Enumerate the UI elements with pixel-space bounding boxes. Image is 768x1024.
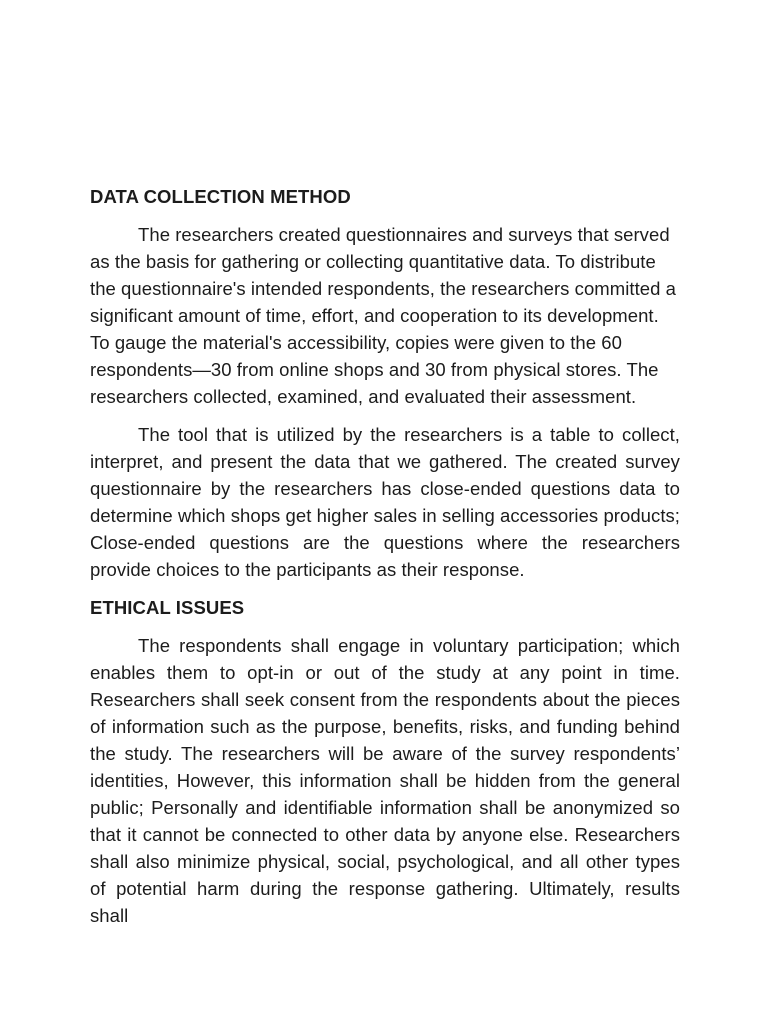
spacer (90, 621, 680, 632)
paragraph-data-collection-1: The researchers created questionnaires and surveys that served as the basis for gathering or collecting quantitative data. To distribute the questionnaire's intended respondents, the researchers committed a significant amount of time, effort, and cooperation to its development. To gauge the material's accessibility, copies were given to the 60 respondents—30 from online shops and 30 from physical stores. The researchers collected, examined, and evaluated their assessment. (90, 224, 676, 407)
heading-data-collection-method: DATA COLLECTION METHOD (90, 186, 351, 207)
document-body (90, 183, 680, 929)
spacer (90, 210, 680, 221)
spacer (90, 583, 680, 594)
heading-ethical-issues: ETHICAL ISSUES (90, 597, 245, 618)
paragraph-data-collection-2: The tool that is utilized by the researchers is a table to collect, interpret, and present the data that we gathered. The created survey questionnaire by the researchers has close-ended questions data to determine which shops get higher sales in selling accessories products; Close-ended questions are the questions where the researchers provide choices to the participants as their response. (90, 424, 680, 580)
spacer (90, 410, 680, 421)
paragraph-ethical-issues-1: The respondents shall engage in voluntary participation; which enables them to opt-in or out of the study at any point in time. Researchers shall seek consent from the respondents about the pieces of information such as the purpose, benefits, risks, and funding behind the study. The researchers will be aware of the survey respondents’ identities, However, this information shall be hidden from the general public; Personally and identifiable information shall be anonymized so that it cannot be connected to other data by anyone else. Researchers shall also minimize physical, social, psychological, and all other types of potential harm during the response gathering. Ultimately, results shall (90, 635, 680, 926)
